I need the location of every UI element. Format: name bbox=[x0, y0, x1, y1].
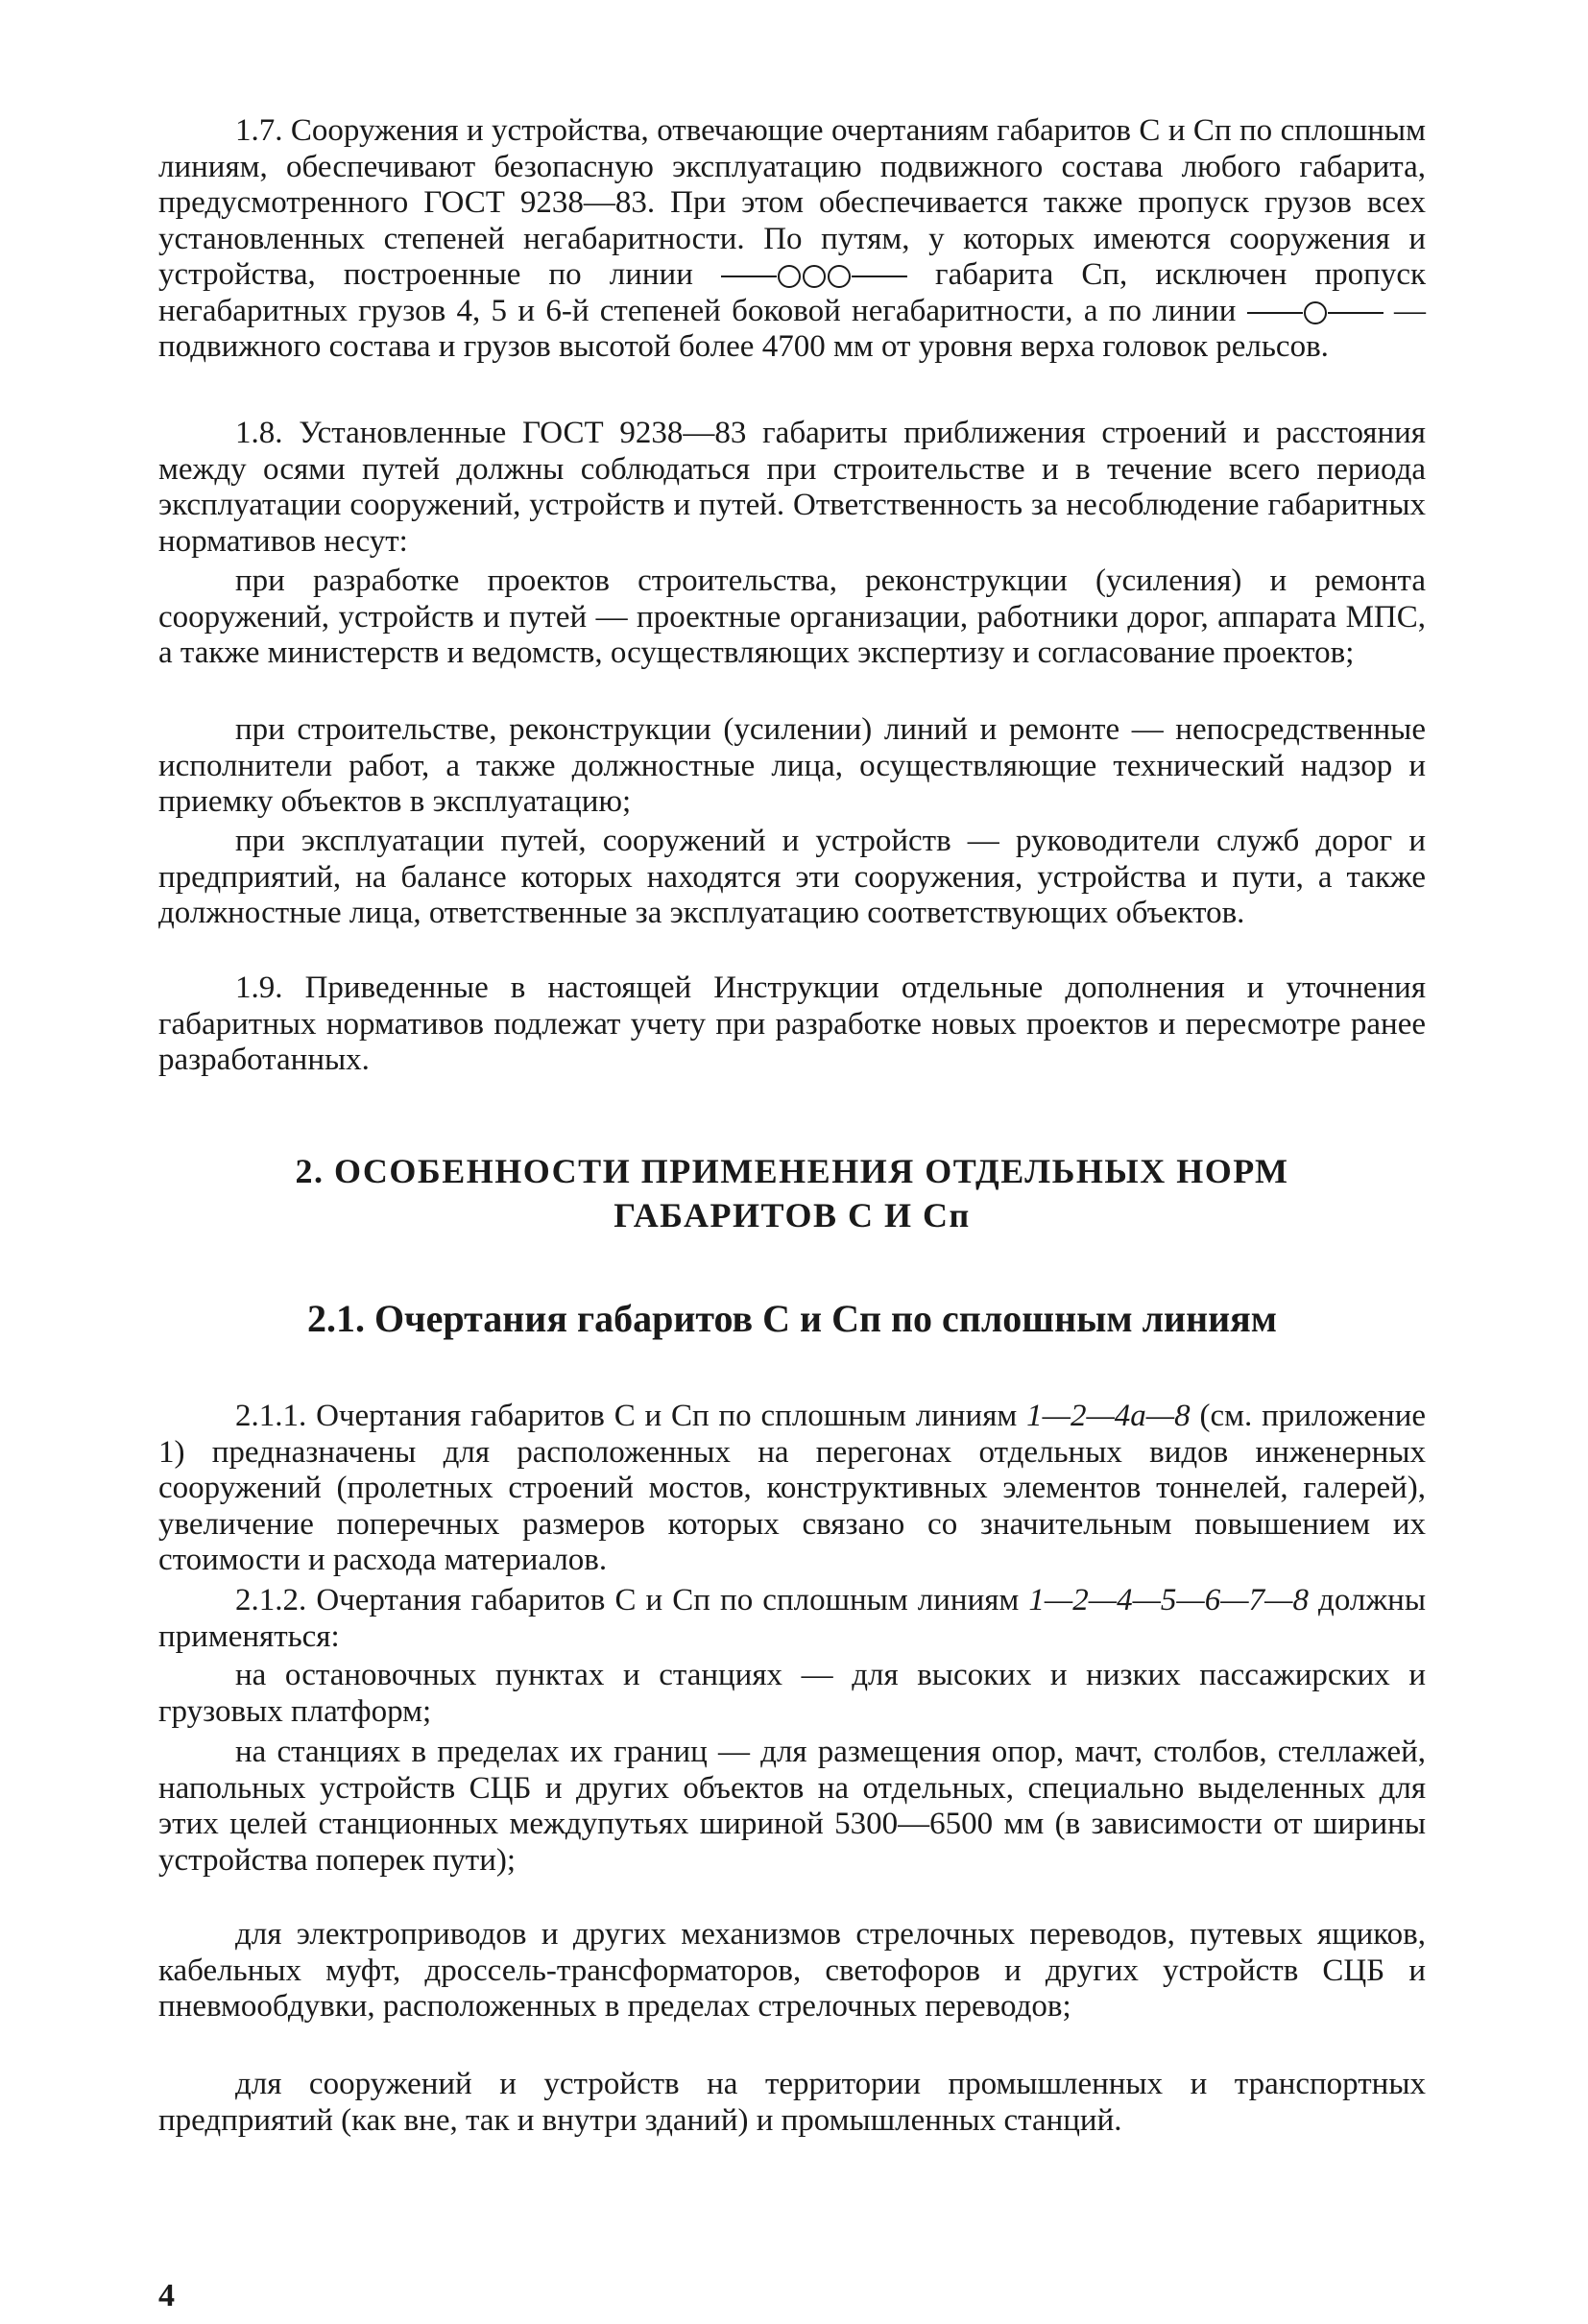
paragraph-1-8-item-construction: при строительстве, реконструкции (усилении) линий и ремонте — непосредственные исполнители работ, а также должностные лица, осуществляющие технический надзор и приемку объектов в эксплуатацию; bbox=[158, 712, 1426, 819]
paragraph-1-8: 1.8. Установленные ГОСТ 9238—83 габариты приближения строений и расстояния между осями путей должны соблюдаться при строительстве и в течение всего периода эксплуатации сооружений, устройств и путей. Ответственность за несоблюдение габаритных нормативов несут: bbox=[158, 416, 1426, 559]
page-number: 4 bbox=[158, 2278, 175, 2313]
paragraph-1-7-text-b: габарита Сп, исключен пропуск негабаритных грузов 4, 5 и 6-й степеней боковой негабаритности, а по линии bbox=[158, 257, 1427, 328]
paragraph-1-7-text-c: — подвижного состава и грузов высотой более 4700 мм от уровня верха головок рельсов. bbox=[158, 293, 1426, 364]
paragraph-2-1-2-item-industrial: для сооружений и устройств на территории промышленных и транспортных предприятий (как вне, так и внутри зданий) и промышленных станций. bbox=[158, 2067, 1426, 2138]
paragraph-2-1-2 bbox=[158, 1583, 1426, 1655]
paragraph-1-7 bbox=[158, 113, 1426, 366]
paragraph-1-7-text-a: 1.7. Сооружения и устройства, отвечающие очертаниям габаритов С и Сп по сплошным линиям, обеспечивают безопасную эксплуатацию подвижного состава любого габарита, предусмотренного ГОСТ 9238—83. При этом обеспечивается также пропуск грузов всех установленных степеней негабаритности. По путям, у которых имеются сооружения и устройства, построенные по линии bbox=[158, 113, 1426, 292]
section-title-line-2: ГАБАРИТОВ С И Сп bbox=[614, 1196, 971, 1234]
section-title bbox=[158, 1149, 1426, 1237]
paragraph-2-1-1-text-b: (см. приложение 1) предназначены для расположенных на перегонах отдельных видов инженерных сооружений (пролетных строений мостов, конструктивных элементов тоннелей, галерей), увеличение поперечных размеров которых связано со значительным повышением их стоимости и расхода материалов. bbox=[158, 1399, 1427, 1577]
paragraph-1-9: 1.9. Приведенные в настоящей Инструкции отдельные дополнения и уточнения габаритных нормативов подлежат учету при разработке новых проектов и пересмотре ранее разработанных. bbox=[158, 970, 1426, 1077]
section-title-line-1: 2. ОСОБЕННОСТИ ПРИМЕНЕНИЯ ОТДЕЛЬНЫХ НОРМ bbox=[295, 1152, 1289, 1190]
subsection-title: 2.1. Очертания габаритов С и Сп по сплошным линиям bbox=[306, 1297, 1278, 1340]
paragraph-2-1-2-item-platforms: на остановочных пунктах и станциях — для высоких и низких пассажирских и грузовых платформ; bbox=[158, 1658, 1426, 1729]
line-symbol-three-circles-icon bbox=[721, 257, 907, 292]
paragraph-2-1-2-text-b: должны применяться: bbox=[158, 1583, 1427, 1654]
paragraph-1-8-item-operation: при эксплуатации путей, сооружений и устройств — руководители служб дорог и предприятий, на балансе которых находятся эти сооружения, устройства и пути, а также должностные лица, ответственные за эксплуатацию соответствующих объектов. bbox=[158, 824, 1426, 930]
paragraph-2-1-2-lines-ref: 1—2—4—5—6—7—8 bbox=[1028, 1583, 1309, 1617]
paragraph-2-1-1-text-a: 2.1.1. Очертания габаритов С и Сп по сплошным линиям bbox=[235, 1399, 1018, 1433]
paragraph-2-1-2-item-stations: на станциях в пределах их границ — для размещения опор, мачт, столбов, стеллажей, напольных устройств СЦБ и других объектов на отдельных, специально выделенных для этих целей станционных междупутьях шириной 5300—6500 мм (в зависимости от ширины устройства поперек пути); bbox=[158, 1735, 1426, 1878]
paragraph-2-1-1-lines-ref: 1—2—4а—8 bbox=[1026, 1399, 1191, 1433]
line-symbol-one-circle-icon bbox=[1247, 294, 1383, 328]
paragraph-2-1-2-item-switches: для электроприводов и других механизмов стрелочных переводов, путевых ящиков, кабельных муфт, дроссель-трансформаторов, светофоров и других устройств СЦБ и пневмообдувки, расположенных в пределах стрелочных переводов; bbox=[158, 1917, 1426, 2024]
paragraph-1-8-item-design: при разработке проектов строительства, реконструкции (усиления) и ремонта сооружений, устройств и путей — проектные организации, работники дорог, аппарата МПС, а также министерств и ведомств, осуществляющих экспертизу и согласование проектов; bbox=[158, 563, 1426, 670]
paragraph-2-1-2-text-a: 2.1.2. Очертания габаритов С и Сп по сплошным линиям bbox=[235, 1583, 1020, 1617]
paragraph-2-1-1 bbox=[158, 1399, 1426, 1579]
